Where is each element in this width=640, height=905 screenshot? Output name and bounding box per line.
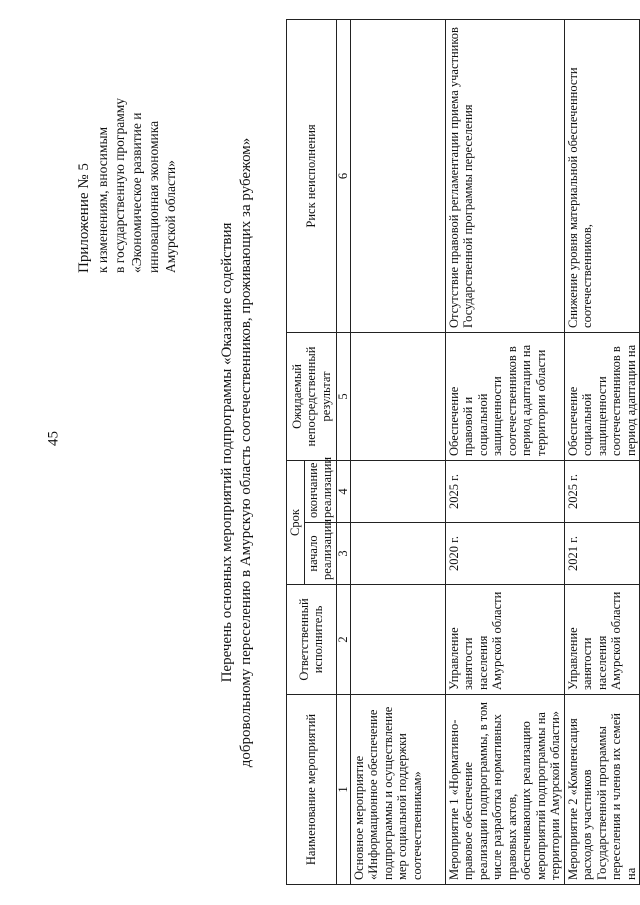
row-result bbox=[350, 332, 445, 460]
header-start: начало реализации bbox=[304, 523, 336, 585]
header-row bbox=[287, 19, 305, 884]
row-risk: Отсутствие правовой регламентации приема участников Государственной программы переселения bbox=[445, 19, 564, 332]
column-number: 6 bbox=[336, 19, 350, 332]
column-number: 4 bbox=[336, 460, 350, 522]
appendix-line-5: инновационная экономика bbox=[146, 120, 161, 273]
row-executor: Управление занятости населения Амурской области bbox=[564, 585, 640, 695]
header-risk: Риск неисполнения bbox=[287, 19, 337, 332]
column-number: 1 bbox=[336, 695, 350, 885]
header-term: Срок bbox=[287, 460, 305, 584]
row-start: 2021 г. bbox=[564, 523, 640, 585]
header-executor: Ответственный исполнитель bbox=[287, 585, 337, 695]
table-row bbox=[350, 19, 445, 884]
row-executor: Управление занятости населения Амурской области bbox=[445, 585, 564, 695]
document-title bbox=[218, 0, 256, 905]
row-executor bbox=[350, 585, 445, 695]
page-number: 45 bbox=[45, 431, 62, 446]
row-start: 2020 г. bbox=[445, 523, 564, 585]
appendix-block bbox=[75, 18, 179, 273]
row-end bbox=[350, 460, 445, 522]
title-line-2: добровольному переселению в Амурскую область соотечественников, проживающих за рубежом» bbox=[238, 137, 254, 768]
row-end: 2025 г. bbox=[564, 460, 640, 522]
header-result: Ожидаемый непосредственный результат bbox=[287, 332, 337, 460]
appendix-line-2: к изменениям, вносимым bbox=[95, 126, 110, 273]
row-name: Мероприятие 1 «Нормативно-правовое обеспечение реализации подпрограммы, в том числе разработка нормативных правовых актов, обеспечивающих реализацию мероприятий подпрограммы на территории Амурской области» bbox=[445, 695, 564, 885]
row-result: Обеспечение правовой и социальной защищенности соотечественников в период адаптации на территории области bbox=[445, 332, 564, 460]
header-end: окончание реализации bbox=[304, 460, 336, 522]
row-name: Основное мероприятие «Информационное обеспечение подпрограммы и осуществление мер социальной поддержки соотечественникам» bbox=[350, 695, 445, 885]
row-name: Мероприятие 2 «Компенсация расходов участников Государственной программы переселения и членов их семей на bbox=[564, 695, 640, 885]
header-name: Наименование мероприятий bbox=[287, 695, 337, 885]
column-number: 5 bbox=[336, 332, 350, 460]
row-end: 2025 г. bbox=[445, 460, 564, 522]
table-row bbox=[564, 19, 640, 884]
row-risk bbox=[350, 19, 445, 332]
row-risk: Снижение уровня материальной обеспеченности соотечественников, bbox=[564, 19, 640, 332]
appendix-line-4: «Экономическое развитие и bbox=[129, 112, 144, 273]
appendix-line-3: в государственную программу bbox=[112, 97, 127, 273]
column-number: 3 bbox=[336, 523, 350, 585]
appendix-line-1: Приложение № 5 bbox=[76, 163, 92, 273]
measures-table bbox=[286, 19, 640, 885]
appendix-line-6: Амурской области» bbox=[163, 160, 178, 273]
table-row bbox=[445, 19, 564, 884]
column-number: 2 bbox=[336, 585, 350, 695]
column-number-row bbox=[336, 19, 350, 884]
row-result: Обеспечение социальной защищенности соотечественников в период адаптации на bbox=[564, 332, 640, 460]
title-line-1: Перечень основных мероприятий подпрограммы «Оказание содействия bbox=[219, 222, 235, 683]
row-start bbox=[350, 523, 445, 585]
